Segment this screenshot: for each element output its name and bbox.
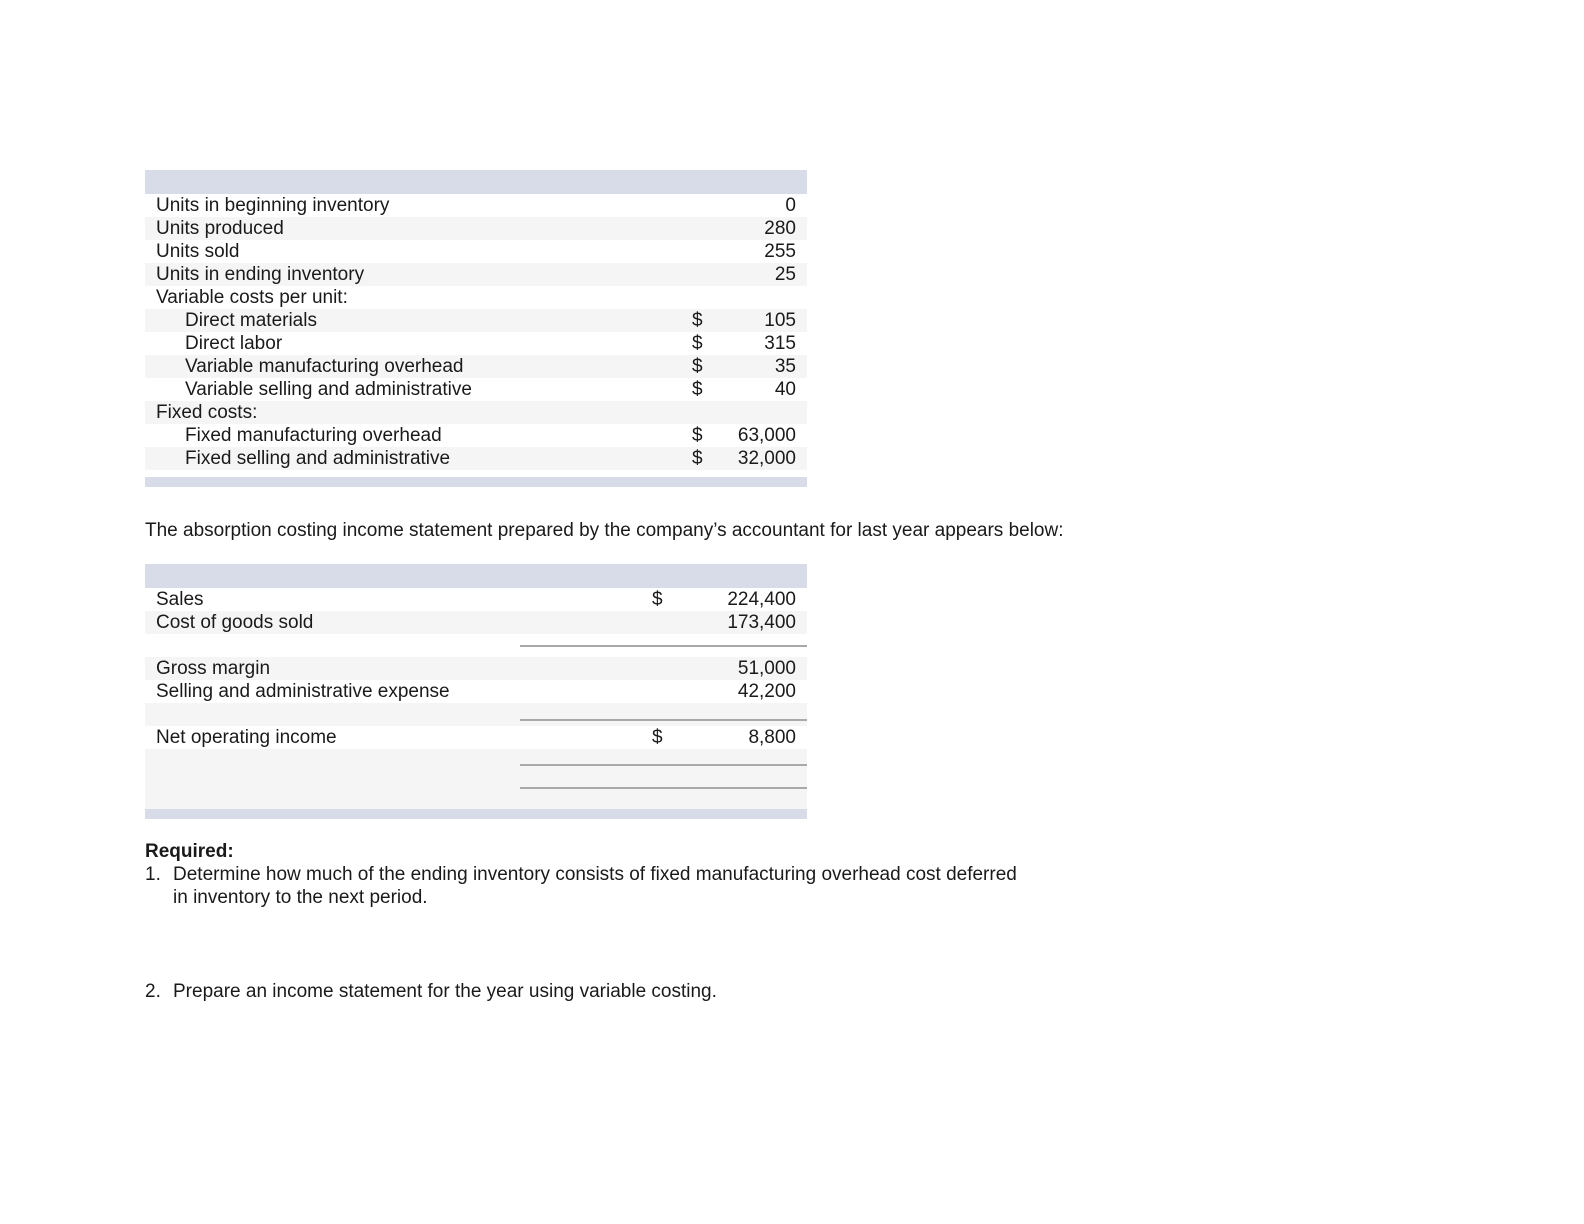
subtotal-rule <box>520 719 807 721</box>
cost-data-table <box>145 170 807 487</box>
row-label: Direct labor <box>185 333 283 354</box>
row-value: 280 <box>764 218 796 239</box>
intro-text: The absorption costing income statement prepared by the company’s accountant for last year appears below: <box>145 520 1064 541</box>
currency-symbol: $ <box>692 356 703 377</box>
table-row <box>145 726 807 749</box>
row-value: 0 <box>785 195 796 216</box>
required-item-2-text: Prepare an income statement for the year using variable costing. <box>173 981 717 1002</box>
table-row <box>145 657 807 680</box>
row-value: 25 <box>774 264 796 285</box>
table-row <box>145 240 807 263</box>
row-value: 8,800 <box>748 727 796 748</box>
row-label: Sales <box>156 589 204 610</box>
table-row <box>145 611 807 634</box>
row-value: 255 <box>764 241 796 262</box>
row-label: Gross margin <box>156 658 271 679</box>
row-label: Units in ending inventory <box>156 264 365 285</box>
row-value: 40 <box>774 379 796 400</box>
currency-symbol: $ <box>652 727 663 748</box>
row-value: 32,000 <box>737 448 796 469</box>
table-footer-band <box>145 477 807 487</box>
row-value: 63,000 <box>737 425 796 446</box>
table-row <box>145 286 807 309</box>
row-label: Units sold <box>156 241 240 262</box>
row-value: 224,400 <box>727 589 796 610</box>
row-label: Fixed manufacturing overhead <box>185 425 442 446</box>
row-value: 51,000 <box>737 658 796 679</box>
row-value: 315 <box>764 333 796 354</box>
row-value: 105 <box>764 310 796 331</box>
currency-symbol: $ <box>652 589 663 610</box>
table-header-band <box>145 170 807 194</box>
currency-symbol: $ <box>692 425 703 446</box>
row-label: Fixed selling and administrative <box>185 448 451 469</box>
row-label: Units in beginning inventory <box>156 195 390 216</box>
table-row <box>145 588 807 611</box>
table-row <box>145 424 807 447</box>
table-row <box>145 194 807 217</box>
table-row <box>145 447 807 470</box>
row-label: Net operating income <box>156 727 337 748</box>
table-header-band <box>145 564 807 588</box>
row-value: 35 <box>774 356 796 377</box>
required-item-2-number: 2. <box>145 981 161 1002</box>
required-item-1-line-2: in inventory to the next period. <box>173 887 428 908</box>
currency-symbol: $ <box>692 448 703 469</box>
row-label: Fixed costs: <box>156 402 258 423</box>
total-rule-bottom <box>520 787 807 789</box>
row-label: Variable costs per unit: <box>156 287 348 308</box>
row-label: Variable selling and administrative <box>185 379 472 400</box>
required-item-1-number: 1. <box>145 864 161 885</box>
table-row <box>145 263 807 286</box>
row-label: Direct materials <box>185 310 317 331</box>
table-row <box>145 680 807 703</box>
double-rule-row <box>145 749 807 795</box>
rule-row <box>145 703 807 726</box>
row-value: 173,400 <box>727 612 796 633</box>
table-row <box>145 355 807 378</box>
currency-symbol: $ <box>692 333 703 354</box>
row-label: Units produced <box>156 218 284 239</box>
currency-symbol: $ <box>692 310 703 331</box>
total-rule-top <box>520 764 807 766</box>
currency-symbol: $ <box>692 379 703 400</box>
table-footer-band <box>145 809 807 819</box>
required-title: Required: <box>145 841 234 862</box>
row-label: Variable manufacturing overhead <box>185 356 464 377</box>
row-label: Cost of goods sold <box>156 612 314 633</box>
table-row <box>145 217 807 240</box>
income-statement-table <box>145 564 807 819</box>
row-label: Selling and administrative expense <box>156 681 450 702</box>
table-row <box>145 378 807 401</box>
table-row <box>145 332 807 355</box>
rule-row <box>145 634 807 657</box>
subtotal-rule <box>520 645 807 647</box>
table-row <box>145 401 807 424</box>
table-row <box>145 309 807 332</box>
required-item-1-line-1: Determine how much of the ending inventory consists of fixed manufacturing overhead cost deferred <box>173 864 1017 885</box>
row-value: 42,200 <box>737 681 796 702</box>
